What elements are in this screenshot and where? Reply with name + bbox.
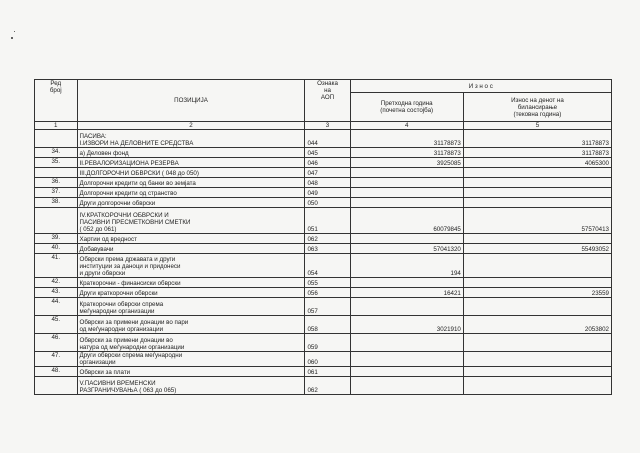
row-position: Обврски за плати: [77, 367, 305, 377]
row-position: III.ДОЛГОРОЧНИ ОБВРСКИ ( 048 до 050): [77, 168, 305, 178]
row-current-year: 23559: [463, 288, 611, 298]
row-number: 36.: [35, 178, 78, 188]
row-previous-year: [350, 334, 463, 352]
row-current-year: 4065300: [463, 158, 611, 168]
row-aop-code: 048: [305, 178, 350, 188]
row-previous-year: [350, 352, 463, 367]
column-index: 2: [77, 122, 305, 130]
row-previous-year: [350, 367, 463, 377]
row-previous-year: [350, 234, 463, 244]
row-aop-code: 046: [305, 158, 350, 168]
row-position: Други долгорочни обврски: [77, 198, 305, 208]
row-aop-code: 055: [305, 278, 350, 288]
row-number: 42.: [35, 278, 78, 288]
table-row: [35, 316, 612, 334]
table-row: [35, 254, 612, 278]
table-row: [35, 288, 612, 298]
table-row: [35, 377, 612, 395]
row-number: [35, 377, 78, 395]
row-aop-code: 054: [305, 254, 350, 278]
table-row: [35, 198, 612, 208]
row-previous-year: [350, 377, 463, 395]
row-position: Долгорочни кредити од банки во земјата: [77, 178, 305, 188]
row-aop-code: 049: [305, 188, 350, 198]
row-number: 35.: [35, 158, 78, 168]
table-row: [35, 178, 612, 188]
header-iznos: И з н о с: [350, 80, 611, 93]
row-position: Добавувачи: [77, 244, 305, 254]
row-current-year: [463, 298, 611, 316]
scan-speck: [14, 31, 15, 32]
row-previous-year: 3021910: [350, 316, 463, 334]
row-current-year: [463, 352, 611, 367]
row-position: Други краткорочни обврски: [77, 288, 305, 298]
row-position: Обврски према државата и други институции за даноци и придонеси и други обврски: [77, 254, 305, 278]
row-position: Обврски за примени донации во пари од меѓународни организации: [77, 316, 305, 334]
header-pozicija: ПОЗИЦИЈА: [77, 80, 305, 122]
row-number: 34.: [35, 148, 78, 158]
table-row: [35, 188, 612, 198]
row-current-year: 57570413: [463, 208, 611, 234]
row-number: 40.: [35, 244, 78, 254]
row-current-year: [463, 254, 611, 278]
row-previous-year: 194: [350, 254, 463, 278]
table-row: [35, 158, 612, 168]
row-number: 46.: [35, 334, 78, 352]
row-current-year: [463, 377, 611, 395]
row-previous-year: 16421: [350, 288, 463, 298]
row-current-year: [463, 188, 611, 198]
table-row: [35, 130, 612, 148]
row-previous-year: [350, 198, 463, 208]
table-row: [35, 244, 612, 254]
scan-speck: [11, 37, 13, 39]
row-current-year: 2053802: [463, 316, 611, 334]
table-row: [35, 278, 612, 288]
row-aop-code: 056: [305, 288, 350, 298]
row-position: Други обврски спрема меѓународни организации: [77, 352, 305, 367]
row-number: 44.: [35, 298, 78, 316]
balance-sheet-table: [34, 79, 612, 395]
table-row: [35, 352, 612, 367]
row-number: 39.: [35, 234, 78, 244]
table-row: [35, 367, 612, 377]
row-previous-year: 31178873: [350, 148, 463, 158]
table-row: [35, 234, 612, 244]
table-row: [35, 298, 612, 316]
row-number: 47.: [35, 352, 78, 367]
row-number: 37.: [35, 188, 78, 198]
header-tekovna-godina: Износ на денот на билансирање (тековна година): [463, 93, 611, 122]
row-previous-year: [350, 168, 463, 178]
table-row: [35, 334, 612, 352]
row-current-year: [463, 334, 611, 352]
row-position: Долгорочни кредити од странство: [77, 188, 305, 198]
column-index: 4: [350, 122, 463, 130]
table-row: [35, 168, 612, 178]
row-current-year: [463, 278, 611, 288]
column-index: 3: [305, 122, 350, 130]
column-index: 1: [35, 122, 78, 130]
row-current-year: [463, 198, 611, 208]
header-oznaka-aop: Ознака на АОП: [305, 80, 350, 122]
column-index-row: [35, 122, 612, 130]
row-number: 48.: [35, 367, 78, 377]
row-number: 45.: [35, 316, 78, 334]
row-number: 38.: [35, 198, 78, 208]
header-prethodna-godina: Претходна година (почетна состојба): [350, 93, 463, 122]
row-aop-code: 061: [305, 367, 350, 377]
row-position: Хартии од вредност: [77, 234, 305, 244]
row-aop-code: 063: [305, 244, 350, 254]
row-current-year: [463, 367, 611, 377]
row-aop-code: 050: [305, 198, 350, 208]
row-aop-code: 044: [305, 130, 350, 148]
row-previous-year: [350, 178, 463, 188]
row-position: II.РЕВАЛОРИЗАЦИОНА РЕЗЕРВА: [77, 158, 305, 168]
row-number: 43.: [35, 288, 78, 298]
header-row: [35, 80, 612, 93]
row-aop-code: 059: [305, 334, 350, 352]
row-current-year: 55493052: [463, 244, 611, 254]
row-previous-year: 57041320: [350, 244, 463, 254]
row-aop-code: 051: [305, 208, 350, 234]
row-current-year: 31178873: [463, 148, 611, 158]
row-current-year: 31178873: [463, 130, 611, 148]
row-number: [35, 130, 78, 148]
row-aop-code: 060: [305, 352, 350, 367]
row-previous-year: [350, 278, 463, 288]
row-previous-year: 60079845: [350, 208, 463, 234]
row-previous-year: 3925085: [350, 158, 463, 168]
row-aop-code: 058: [305, 316, 350, 334]
row-previous-year: [350, 298, 463, 316]
row-position: Краткорочни - финансиски обврски: [77, 278, 305, 288]
table-row: [35, 208, 612, 234]
row-aop-code: 057: [305, 298, 350, 316]
row-number: [35, 208, 78, 234]
row-number: [35, 168, 78, 178]
row-aop-code: 045: [305, 148, 350, 158]
column-index: 5: [463, 122, 611, 130]
row-position: а) Деловен фонд: [77, 148, 305, 158]
row-current-year: [463, 168, 611, 178]
row-position: V.ПАСИВНИ ВРЕМЕНСКИ РАЗГРАНИЧУВАЊА ( 063 до 065): [77, 377, 305, 395]
row-number: 41.: [35, 254, 78, 278]
row-previous-year: 31178873: [350, 130, 463, 148]
row-current-year: [463, 178, 611, 188]
row-previous-year: [350, 188, 463, 198]
row-aop-code: 047: [305, 168, 350, 178]
row-aop-code: 062: [305, 234, 350, 244]
row-position: IV.КРАТКОРОЧНИ ОБВРСКИ И ПАСИВНИ ПРЕСМЕТКОВНИ СМЕТКИ ( 052 до 061): [77, 208, 305, 234]
row-position: Обврски за примени донации во натура од меѓународни организации: [77, 334, 305, 352]
header-red-broj: Ред број: [35, 80, 78, 122]
table-row: [35, 148, 612, 158]
row-position: ПАСИВА: I.ИЗВОРИ НА ДЕЛОВНИТЕ СРЕДСТВА: [77, 130, 305, 148]
row-position: Краткорочни обврски спрема меѓународни организации: [77, 298, 305, 316]
row-aop-code: 062: [305, 377, 350, 395]
row-current-year: [463, 234, 611, 244]
